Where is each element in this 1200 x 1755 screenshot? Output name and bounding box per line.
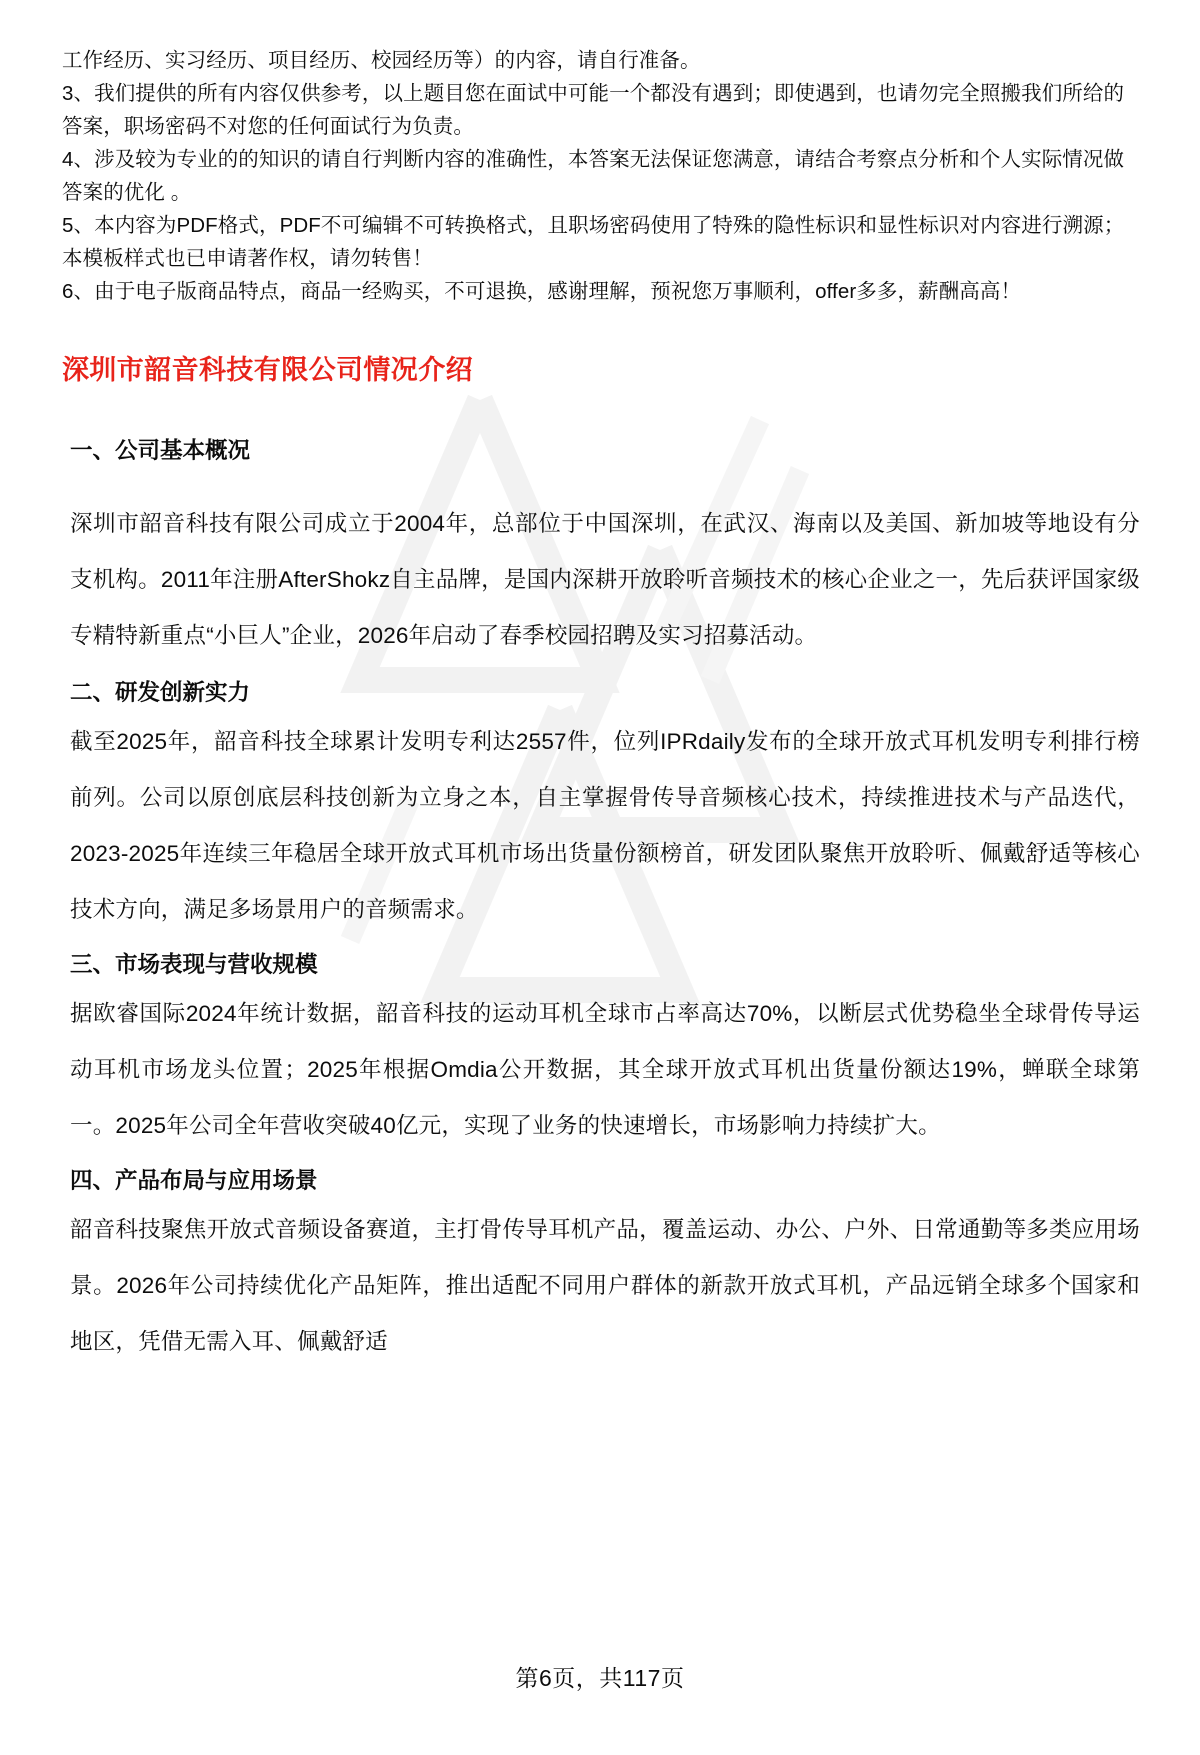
- section-heading-4: 四、产品布局与应用场景: [70, 1168, 318, 1193]
- section-body-1: 深圳市韶音科技有限公司成立于2004年，总部位于中国深圳，在武汉、海南以及美国、新加坡等地设有分支机构。2011年注册AfterShokz自主品牌，是国内深耕开放聆听音频技术的核心企业之一，先后获评国家级专精特新重点“小巨人”企业，2026年启动了春季校园招聘及实习招募活动。: [70, 511, 1140, 648]
- section-body-2: 截至2025年，韶音科技全球累计发明专利达2557件，位列IPRdaily发布的全球开放式耳机发明专利排行榜前列。公司以原创底层科技创新为立身之本，自主掌握骨传导音频核心技术，持续推进技术与产品迭代，2023-2025年连续三年稳居全球开放式耳机市场出货量份额榜首，研发团队聚焦开放聆听、佩戴舒适等核心技术方向，满足多场景用户的音频需求。: [70, 729, 1140, 922]
- section-heading-2: 二、研发创新实力: [70, 680, 251, 705]
- notice-line: 3、我们提供的所有内容仅供参考，以上题目您在面试中可能一个都没有遇到；即使遇到，也请勿完全照搬我们所给的答案，职场密码不对您的任何面试行为负责。: [62, 82, 1125, 138]
- section-body-3: 据欧睿国际2024年统计数据，韶音科技的运动耳机全球市占率高达70%，以断层式优势稳坐全球骨传导运动耳机市场龙头位置；2025年根据Omdia公开数据，其全球开放式耳机出货量份额达19%，蝉联全球第一。2025年公司全年营收突破40亿元，实现了业务的快速增长，市场影响力持续扩大。: [70, 1001, 1140, 1138]
- notice-line: 5、本内容为PDF格式，PDF不可编辑不可转换格式，且职场密码使用了特殊的隐性标识和显性标识对内容进行溯源；本模板样式也已申请著作权，请勿转售！: [62, 214, 1125, 270]
- disclaimer-notice-block: [62, 44, 1140, 308]
- company-title-heading: 深圳市韶音科技有限公司情况介绍: [62, 355, 473, 385]
- page-number-footer: 第6页，共117页: [515, 1665, 685, 1691]
- page-content: [62, 44, 1140, 1370]
- notice-line: 4、涉及较为专业的的知识的请自行判断内容的准确性，本答案无法保证您满意，请结合考察点分析和个人实际情况做答案的优化 。: [62, 148, 1125, 204]
- section-heading-3: 三、市场表现与营收规模: [70, 952, 318, 977]
- section-heading-1: 一、公司基本概况: [70, 438, 251, 463]
- notice-line: 工作经历、实习经历、项目经历、校园经历等）的内容，请自行准备。: [62, 49, 701, 72]
- section-body-4: 韶音科技聚焦开放式音频设备赛道，主打骨传导耳机产品，覆盖运动、办公、户外、日常通勤等多类应用场景。2026年公司持续优化产品矩阵，推出适配不同用户群体的新款开放式耳机，产品远销全球多个国家和地区，凭借无需入耳、佩戴舒适: [70, 1217, 1140, 1354]
- notice-line: 6、由于电子版商品特点，商品一经购买，不可退换，感谢理解，预祝您万事顺利，offer多多，薪酬高高！: [62, 280, 1022, 303]
